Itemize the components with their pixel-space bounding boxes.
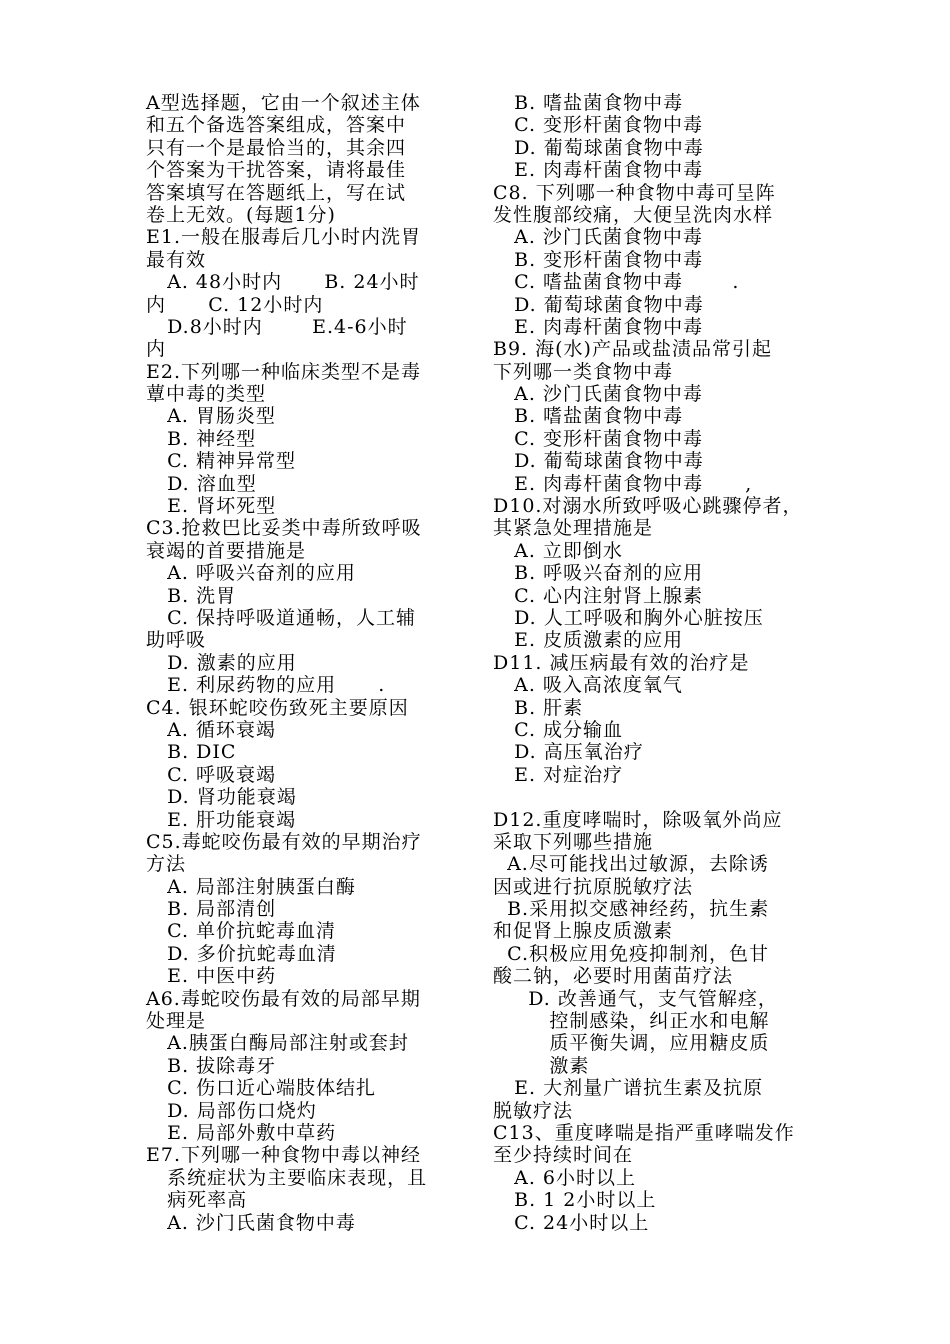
text-line: B. 1 2小时以上	[493, 1189, 657, 1212]
text-line: C. 精神异常型	[146, 450, 297, 473]
text-line: 酸二钠，必要时用菌苗疗法	[493, 965, 734, 988]
text-line: B. 嗜盐菌食物中毒	[493, 92, 684, 114]
text-line: D. 局部伤口烧灼	[146, 1099, 317, 1122]
text-line: 病死率高	[146, 1189, 248, 1212]
text-line: A. 循环衰竭	[146, 718, 276, 741]
text-line: B.采用拟交感神经药，抗生素	[493, 898, 770, 921]
text-line: 因或进行抗原脱敏疗法	[493, 875, 694, 898]
text-line: D. 改善通气，支气管解痉，	[493, 987, 778, 1010]
text-line: C. 成分输血	[493, 718, 624, 741]
text-line: D. 多价抗蛇毒血清	[146, 942, 337, 965]
text-line: A.尽可能找出过敏源，去除诱	[493, 853, 769, 876]
text-line: D. 葡萄球菌食物中毒	[493, 293, 704, 316]
text-line: 下列哪一类食物中毒	[493, 360, 674, 383]
text-line: 发性腹部绞痛，大便呈洗肉水样	[493, 203, 774, 226]
text-line: 脱敏疗法	[493, 1099, 574, 1122]
text-line: A. 沙门氏菌食物中毒	[493, 226, 703, 249]
text-line: C. 呼吸衰竭	[146, 763, 277, 786]
text-line: A. 48小时内 B. 24小时	[146, 271, 420, 294]
text-line: B. 神经型	[146, 427, 257, 450]
text-line: D12.重度哮喘时，除吸氧外尚应	[493, 808, 783, 831]
text-line: 其紧急处理措施是	[493, 517, 654, 540]
text-line: 个答案为干扰答案，请将最佳	[146, 159, 407, 182]
text-line: 方法	[146, 853, 187, 876]
text-line: B9. 海(水)产品或盐渍品常引起	[493, 338, 772, 361]
text-line: C. 嗜盐菌食物中毒 .	[493, 271, 740, 294]
text-line: 系统症状为主要临床表现，且	[146, 1166, 428, 1189]
text-line: 最有效	[146, 248, 207, 271]
text-line: E. 肉毒杆菌食物中毒 ,	[493, 472, 753, 495]
text-line: D.8小时内 E.4-6小时	[146, 315, 408, 338]
text-line: A6.毒蛇咬伤最有效的局部早期	[146, 987, 421, 1010]
text-line: A. 沙门氏菌食物中毒	[146, 1211, 356, 1234]
text-line: A. 6小时以上	[493, 1166, 637, 1189]
text-line: C. 单价抗蛇毒血清	[146, 920, 337, 943]
text-line: B. 呼吸兴奋剂的应用	[493, 562, 704, 585]
text-line: C. 24小时以上	[493, 1211, 650, 1234]
text-line: E. 肉毒杆菌食物中毒	[493, 315, 704, 338]
text-line: D. 溶血型	[146, 472, 257, 495]
text-line: D. 激素的应用	[146, 651, 297, 674]
text-line: B. 洗胃	[146, 584, 237, 607]
text-line	[493, 786, 813, 808]
text-line: E1.一般在服毒后几小时内洗胃	[146, 226, 421, 249]
text-line: E2.下列哪一种临床类型不是毒	[146, 360, 421, 383]
text-line: 内	[146, 338, 167, 361]
text-line: E. 局部外敷中草药	[146, 1121, 337, 1144]
text-line: 蕈中毒的类型	[146, 383, 267, 406]
text-line: B. 局部清创	[146, 898, 277, 921]
text-line: E. 利尿药物的应用 .	[146, 674, 386, 697]
text-line: B. 嗜盐菌食物中毒	[493, 405, 684, 428]
text-line: 衰竭的首要措施是	[146, 539, 307, 562]
text-line: D. 葡萄球菌食物中毒	[493, 450, 704, 473]
text-line: C8. 下列哪一种食物中毒可呈阵	[493, 181, 776, 204]
text-line: D. 肾功能衰竭	[146, 786, 297, 809]
text-line: 采取下列哪些措施	[493, 830, 654, 853]
text-line: A. 胃肠炎型	[146, 405, 276, 428]
text-line: 答案填写在答题纸上，写在试	[146, 181, 407, 204]
text-line: E. 大剂量广谱抗生素及抗原	[493, 1077, 764, 1100]
text-line: D. 高压氧治疗	[493, 741, 644, 764]
right-column	[493, 92, 813, 1234]
text-line: D11. 减压病最有效的治疗是	[493, 651, 750, 674]
text-line: 和促肾上腺皮质激素	[493, 920, 674, 943]
left-column	[146, 92, 466, 1234]
text-line: B. DIC	[146, 741, 237, 764]
text-line: 助呼吸	[146, 629, 207, 652]
text-line: 内 C. 12小时内	[146, 293, 324, 316]
text-line: A. 局部注射胰蛋白酶	[146, 875, 356, 898]
text-line: C. 伤口近心端肢体结扎	[146, 1077, 377, 1100]
text-line: C3.抢救巴比妥类中毒所致呼吸	[146, 517, 422, 540]
text-line: B. 肝素	[493, 696, 584, 719]
text-line: B. 变形杆菌食物中毒	[493, 248, 704, 271]
text-line: E. 肝功能衰竭	[146, 808, 297, 831]
text-line: 卷上无效。(每题1分)	[146, 203, 336, 226]
text-line: C. 心内注射肾上腺素	[493, 584, 704, 607]
text-line: 只有一个是最恰当的，其余四	[146, 136, 407, 159]
text-line: C.积极应用免疫抑制剂，色甘	[493, 942, 769, 965]
text-line: A. 沙门氏菌食物中毒	[493, 383, 703, 406]
text-line: C5.毒蛇咬伤最有效的早期治疗	[146, 830, 422, 853]
text-line: C. 保持呼吸道通畅，人工辅	[146, 606, 417, 629]
text-line: E. 肉毒杆菌食物中毒	[493, 159, 704, 182]
text-line: D10.对溺水所致呼吸心跳骤停者，	[493, 495, 803, 518]
text-line: C. 变形杆菌食物中毒	[493, 427, 704, 450]
text-line: A. 呼吸兴奋剂的应用	[146, 562, 356, 585]
text-line: 控制感染，纠正水和电解	[493, 1010, 770, 1033]
text-line: 和五个备选答案组成，答案中	[146, 114, 407, 137]
text-line: E. 对症治疗	[493, 763, 624, 786]
text-line: 激素	[493, 1054, 590, 1077]
text-line: 质平衡失调，应用糖皮质	[493, 1032, 770, 1055]
text-line: C. 变形杆菌食物中毒	[493, 114, 704, 137]
text-line: A. 吸入高浓度氧气	[493, 674, 683, 697]
text-line: 至少持续时间在	[493, 1144, 634, 1167]
text-line: 处理是	[146, 1010, 207, 1033]
text-line: A. 立即倒水	[493, 539, 623, 562]
text-line: B. 拔除毒牙	[146, 1054, 277, 1077]
text-line: C13、重度哮喘是指严重哮喘发作	[493, 1121, 795, 1144]
text-line: A型选择题，它由一个叙述主体	[146, 92, 421, 114]
text-line: C4. 银环蛇咬伤致死主要原因	[146, 696, 409, 719]
text-line: E. 中医中药	[146, 965, 277, 988]
text-line: E7.下列哪一种食物中毒以神经	[146, 1144, 421, 1167]
text-line: E. 肾坏死型	[146, 495, 277, 518]
text-line: D. 葡萄球菌食物中毒	[493, 136, 704, 159]
text-line: E. 皮质激素的应用	[493, 629, 684, 652]
text-line: A.胰蛋白酶局部注射或套封	[146, 1032, 409, 1055]
text-line: D. 人工呼吸和胸外心脏按压	[493, 606, 764, 629]
